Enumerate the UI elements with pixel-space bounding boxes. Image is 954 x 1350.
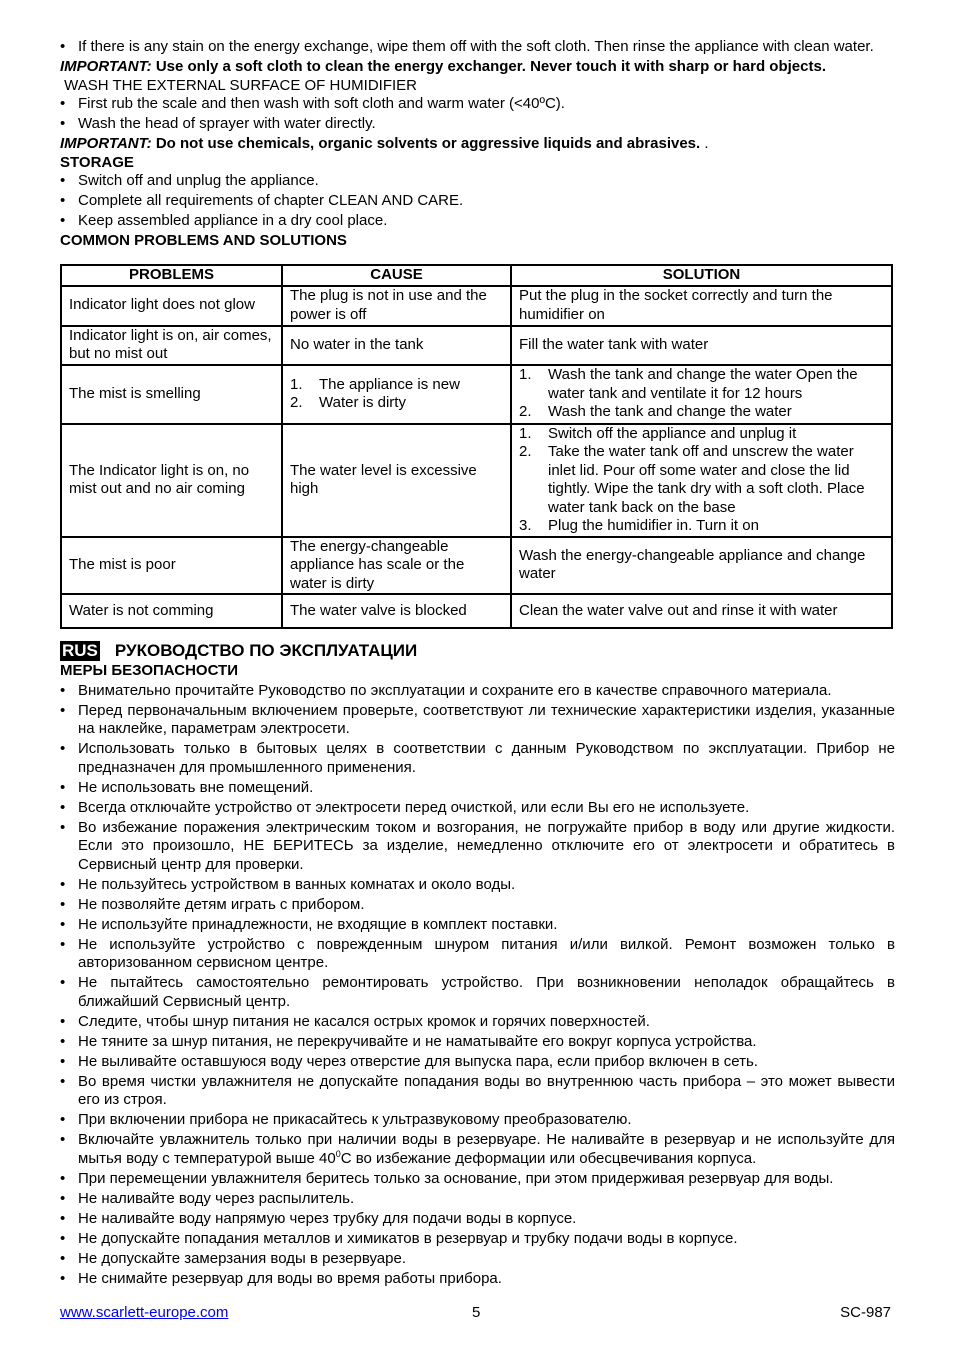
solution-cell <box>511 424 892 537</box>
storage-heading: STORAGE <box>60 153 134 171</box>
list-item: • При перемещении увлажнителя беритесь только за основание, при этом придерживая резервуар для воды. <box>60 1170 895 1189</box>
table-row <box>61 424 892 537</box>
cause-cell: The plug is not in use and the power is off <box>282 286 511 326</box>
list-item: • Не пользуйтесь устройством в ванных комнатах и около воды. <box>60 876 895 895</box>
list-item: • Не используйте принадлежности, не входящие в комплект поставки. <box>60 916 895 935</box>
cleaning-section <box>60 38 895 251</box>
solution-list <box>519 425 884 536</box>
list-item: • При включении прибора не прикасайтесь к ультразвуковому преобразователю. <box>60 1111 895 1130</box>
solution-cell <box>511 365 892 424</box>
list-item: 1. Switch off the appliance and unplug it <box>519 424 797 442</box>
cause-cell <box>282 365 511 424</box>
list-item: • Не допускайте замерзания воды в резервуаре. <box>60 1250 895 1269</box>
list-item: 2. Take the water tank off and unscrew the water inlet lid. Pour off some water and close the lid tightly. Wipe the tank dry with a soft cloth. Place water tank back on the base <box>519 443 865 516</box>
list-item: • Не пытайтесь самостоятельно ремонтировать устройство. При возникновении неполадок обращайтесь в ближайший Сервисный центр. <box>60 974 895 1011</box>
website-link[interactable]: www.scarlett-europe.com <box>60 1304 229 1321</box>
list-item: 3. Plug the humidifier in. Turn it on <box>519 517 759 534</box>
problems-table <box>60 264 893 629</box>
list-item: • Внимательно прочитайте Руководство по эксплуатации и сохраните его в качестве справочного материала. <box>60 682 895 701</box>
problem-cell: The Indicator light is on, no mist out and no air coming <box>61 424 282 537</box>
model-number: SC-987 <box>840 1304 891 1321</box>
table-row <box>61 365 892 424</box>
problem-cell: Indicator light does not glow <box>61 286 282 326</box>
list-item: • Не выливайте оставшуюся воду через отверстие для выпуска пара, если прибор включен в сеть. <box>60 1053 895 1072</box>
table-header-row <box>61 265 892 286</box>
column-header: SOLUTION <box>511 265 892 286</box>
solution-cell: Put the plug in the socket correctly and turn the humidifier on <box>511 286 892 326</box>
list-item: • Не позволяйте детям играть с прибором. <box>60 896 895 915</box>
safety-list <box>60 682 895 1289</box>
list-item: • Wash the head of sprayer with water directly. <box>60 115 895 134</box>
table-row <box>61 594 892 628</box>
list-item: • Использовать только в бытовых целях в соответствии с данным Руководством по эксплуатации. Прибор не предназначен для промышленного применения. <box>60 740 895 777</box>
list-item: 2. Wash the tank and change the water <box>519 403 792 421</box>
cleaning-list <box>60 38 895 57</box>
list-item: • Не допускайте попадания металлов и химикатов в резервуар и трубку подачи воды в корпусе. <box>60 1230 895 1249</box>
page-number: 5 <box>472 1304 481 1321</box>
column-header: CAUSE <box>282 265 511 286</box>
list-item: 1. Wash the tank and change the water Open the water tank and ventilate it for 12 hours <box>519 366 858 402</box>
section-title: РУКОВОДСТВО ПО ЭКСПЛУАТАЦИИ <box>114 640 418 660</box>
list-item: 2. Water is dirty <box>290 394 406 411</box>
list-item: • Во время чистки увлажнителя не допускайте попадания воды во внутреннюю часть прибора – это может вывести его из строя. <box>60 1073 895 1110</box>
list-item: • If there is any stain on the energy exchange, wipe them off with the soft cloth. Then rinse the appliance with clean water. <box>60 38 895 57</box>
list-item: • Complete all requirements of chapter CLEAN AND CARE. <box>60 192 895 211</box>
list-item: • Перед первоначальным включением проверьте, соответствуют ли технические характеристики изделия, указанные на наклейке, параметрам электросети. <box>60 702 895 739</box>
list-item: • Не снимайте резервуар для воды во время работы прибора. <box>60 1270 895 1289</box>
rus-safety-section <box>60 662 895 1290</box>
list-item: • Не тяните за шнур питания, не перекручивайте и не наматывайте его вокруг корпуса устройства. <box>60 1033 895 1052</box>
list-item: • Switch off and unplug the appliance. <box>60 172 895 191</box>
language-badge: RUS <box>62 641 98 660</box>
list-item: 1. The appliance is new <box>290 375 460 393</box>
important-note: IMPORTANT: Use only a soft cloth to clean the energy exchanger. Never touch it with sharp or hard objects. <box>60 58 826 75</box>
list-item: • First rub the scale and then wash with soft cloth and warm water (<40ºC). <box>60 95 895 114</box>
problem-cell: The mist is smelling <box>61 365 282 424</box>
problem-cell: The mist is poor <box>61 537 282 595</box>
page-footer <box>60 1304 891 1324</box>
list-item: • Keep assembled appliance in a dry cool place. <box>60 212 895 231</box>
wash-list <box>60 95 895 134</box>
column-header: PROBLEMS <box>61 265 282 286</box>
solution-cell: Clean the water valve out and rinse it with water <box>511 594 892 628</box>
table-row <box>61 537 892 595</box>
solution-cell: Wash the energy-changeable appliance and change water <box>511 537 892 595</box>
list-item: • Не наливайте воду через распылитель. <box>60 1190 895 1209</box>
list-item: • Не наливайте воду напрямую через трубку для подачи воды в корпусе. <box>60 1210 895 1229</box>
safety-heading: МЕРЫ БЕЗОПАСНОСТИ <box>60 662 238 679</box>
section-heading: WASH THE EXTERNAL SURFACE OF HUMIDIFIER <box>60 76 417 94</box>
list-item: • Всегда отключайте устройство от электросети перед очисткой, или если Вы его не используете. <box>60 799 895 818</box>
problems-heading: COMMON PROBLEMS AND SOLUTIONS <box>60 232 347 249</box>
table-row <box>61 286 892 326</box>
cause-list <box>290 376 503 413</box>
problem-cell: Indicator light is on, air comes, but no mist out <box>61 326 282 365</box>
storage-list <box>60 172 895 231</box>
cause-cell: No water in the tank <box>282 326 511 365</box>
list-item: • Во избежание поражения электрическим током и возгорания, не погружайте прибор в воду или другие жидкости. Если это произошло, НЕ БЕРИТЕСЬ за изделие, немедленно отключите его от электросети и обратитесь в Сервисный центр для проверки. <box>60 819 895 875</box>
problem-cell: Water is not comming <box>61 594 282 628</box>
table-row <box>61 326 892 365</box>
list-item: • Не используйте устройство с поврежденным шнуром питания и/или вилкой. Ремонт возможен только в авторизованном сервисном центре. <box>60 936 895 973</box>
list-item: • Следите, чтобы шнур питания не касался острых кромок и горячих поверхностей. <box>60 1013 895 1032</box>
list-item: • Включайте увлажнитель только при наличии воды в резервуаре. Не наливайте в резервуар и не используйте для мытья воду с температурой выше $40^0С$ во избежание деформации или обесцвечивания корпуса. <box>60 1131 895 1168</box>
list-item: • Не использовать вне помещений. <box>60 779 895 798</box>
cause-cell: The water level is excessive high <box>282 424 511 537</box>
important-note: IMPORTANT: Do not use chemicals, organic solvents or aggressive liquids and abrasives. . <box>60 135 709 152</box>
solution-cell: Fill the water tank with water <box>511 326 892 365</box>
cause-cell: The energy-changeable appliance has scale or the water is dirty <box>282 537 511 595</box>
rus-section-header <box>60 640 417 662</box>
cause-cell: The water valve is blocked <box>282 594 511 628</box>
solution-list <box>519 366 884 422</box>
